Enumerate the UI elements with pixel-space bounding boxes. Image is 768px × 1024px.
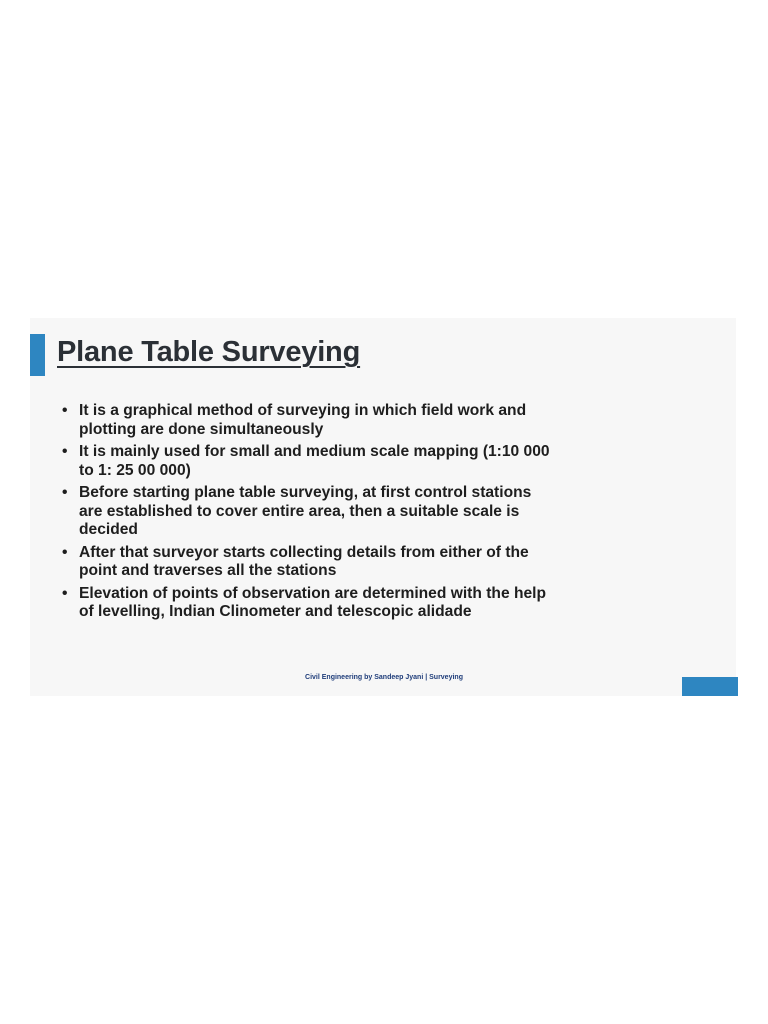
bullet-5-line-2: of levelling, Indian Clinometer and telescopic alidade xyxy=(79,603,472,620)
bullet-1-line-2: plotting are done simultaneously xyxy=(79,420,324,438)
bullet-4-line-2: point and traverses all the stations xyxy=(79,562,337,579)
slide-footer: Civil Engineering by Sandeep Jyani | Surveying xyxy=(305,674,463,681)
bullet-item-1 xyxy=(62,402,622,439)
footer-accent-bar xyxy=(682,677,738,696)
bullet-5-line-1: Elevation of points of observation are determined with the help xyxy=(79,584,547,602)
bullet-item-3 xyxy=(62,484,622,540)
bullet-dot-icon: • xyxy=(62,443,68,460)
bullet-dot-icon: • xyxy=(62,543,68,561)
bullet-item-2 xyxy=(62,443,622,480)
bullet-3-line-1: Before starting plane table surveying, at first control stations xyxy=(79,484,532,501)
bullet-item-5 xyxy=(62,585,622,622)
bullet-dot-icon: • xyxy=(62,484,68,501)
bullet-3-line-2: are established to cover entire area, then a suitable scale is xyxy=(79,502,520,520)
bullet-1-line-1: It is a graphical method of surveying in which field work and xyxy=(79,402,527,419)
bullet-dot-icon: • xyxy=(62,402,68,419)
title-accent-bar xyxy=(30,334,45,376)
slide-title: Plane Table Surveying xyxy=(57,336,361,368)
bullet-3-line-3: decided xyxy=(79,521,138,538)
bullet-item-4 xyxy=(62,544,622,581)
bullet-2-line-2: to 1: 25 00 000) xyxy=(79,461,191,479)
bullet-2-line-1: It is mainly used for small and medium scale mapping (1:10 000 xyxy=(79,443,550,460)
bullet-list xyxy=(62,402,622,626)
bullet-dot-icon: • xyxy=(62,584,68,602)
bullet-4-line-1: After that surveyor starts collecting details from either of the xyxy=(79,543,529,561)
